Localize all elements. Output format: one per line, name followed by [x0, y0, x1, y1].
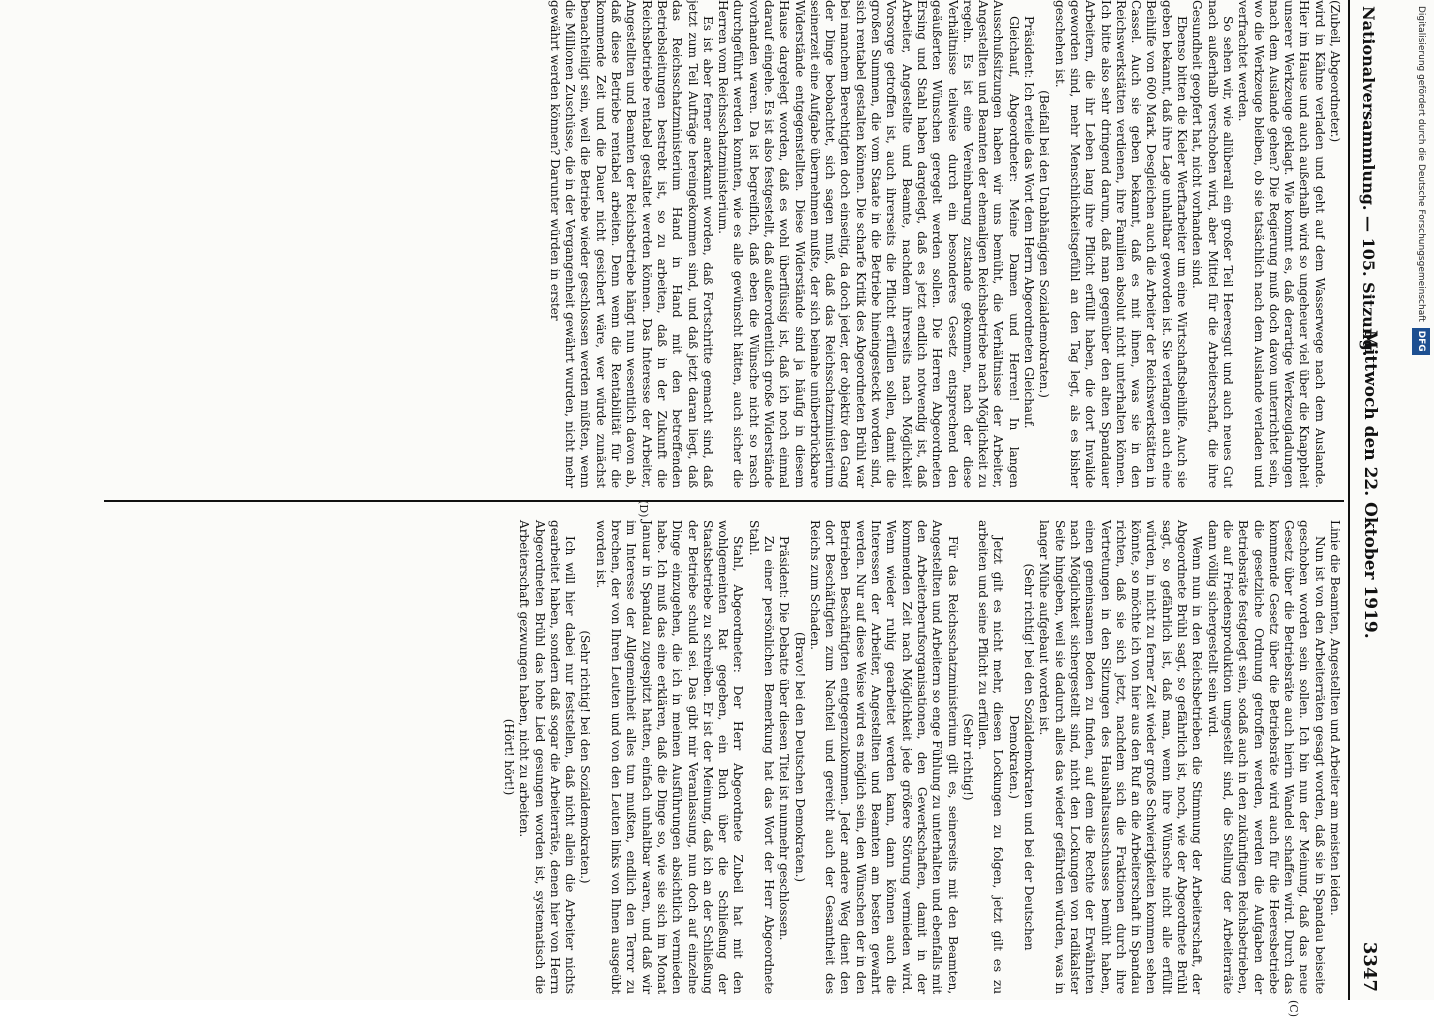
interjection: (Sehr richtig!)	[960, 713, 975, 801]
president-statement: Präsident: Die Debatte über diesen Titel ist nunmehr geschlossen.	[777, 536, 792, 941]
interjection: (Hört! hört!)	[501, 718, 516, 796]
column-rule	[104, 500, 1344, 502]
paragraph: Stahl, Abgeordneter: Der Herr Abgeordnete Zubeil hat mit den wohlgemeinten Rat gegeben, ein Buch über die Schließung der Staatsbetriebe zu schreiben. Er ist der Meinung, daß ich an der Schließung der Betriebe schuld sei. Das gibt mir Veranlassung, nun doch auf einzelne Dinge einzugehen, die ich in meinen Ausführungen absichtlich vermieden habe. Ich muß das eine erklären, daß die Dinge so, wie sie sich im Monat Januar in Spandau zugespitzt hatten, einfach unhaltbar waren, und daß wir im Interesse der Allgemeinheit alles tun mußten, endlich den Terror zu brechen, der von Ihren Leuten und von den Leuten links von Ihnen ausgeübt worden ist.	[593, 520, 746, 994]
paragraph: Linie die Beamten, Angestellten und Arbeiter am meisten leiden.	[1328, 520, 1342, 916]
paragraph: Wenn nun in den Reichsbetrieben die Stimmung der Arbeiterschaft, der Abgeordnete Brühl sagt, so gefährlich ist, noch, wie der Abgeordnete Brühl sagt, so gefährlich ist, daß man, wenn ihre Wünsche nicht alle erfüllt würden, in nicht zu ferner Zeit wieder große Schwierigkeiten kommen sehen könnte, so möchte ich von hier aus den Ruf an die Arbeiterschaft in Spandau richten, daß sie sich jetzt, nachdem sich die Fraktionen durch ihre Vertretungen in den Sitzungen des Haushaltsausschusses bemüht haben, einen gemeinsamen Boden zu finden, auf dem die Rechte der Erwähnten nach Möglichkeit sichergestellt sind, nicht den Lockungen von radikalster Seite hingeben, weil sie dadurch alles das wieder gefährden würden, was in langer Mühe aufgebaut worden ist.	[1037, 520, 1205, 994]
right-column	[112, 520, 1342, 994]
speaker-tag: (Zubeil, Abgeordneter.)	[1328, 0, 1342, 143]
president-statement: Präsident: Ich erteile das Wort dem Herrn Abgeordneten Gleichauf.	[1022, 16, 1037, 429]
paragraph: Zu einer persönlichen Bemerkung hat das Wort der Herr Abgeordnete Stahl.	[746, 520, 777, 994]
running-header	[1348, 0, 1390, 1000]
header-left: Nationalversammlung. — 105. Sitzung.	[1359, 6, 1378, 357]
paragraph: Ich will hier dabei nur feststellen, daß nicht allein die Arbeiter nichts gearbeitet haben, sondern daß sogar die Arbeiterräte, denen hier von Herrn Abgeordneten Brühl das hohe Lied gesungen worden ist, systematisch die Arbeiterschaft gezwungen haben, nicht zu arbeiten.	[517, 520, 578, 994]
paragraph: Für das Reichsschatzministerium gilt es, seinerseits mit den Beamten, Angestellten und Arbeitern so enge Fühlung zu unterhalten und ebenfalls mit den Arbeiterberufsorganisationen, den Gewerkschaften, damit in der kommenden Zeit nach Möglichkeit jede größere Störung vermieden wird. Wenn wieder ruhig gearbeitet werden kann, dann können auch die Interessen der Arbeiter, Angestellten und Beamten am besten gewahrt werden. Nur auf diese Weise wird es möglich sein, den Wünschen der in den Betrieben Beschäftigten entgegenzukommen. Jeder andere Weg dient den dort Beschäftigten zum Nachteil und gereicht auch der Gesamtheit des Reichs zum Schaden.	[807, 520, 960, 994]
paragraph: Jetzt gilt es nicht mehr, diesen Lockungen zu folgen, jetzt gilt es zu arbeiten und seine Pflicht zu erfüllen.	[976, 520, 1006, 994]
dfg-credit-text: Digitalisierung gefördert durch die Deutsche Forschungsgemeinschaft	[1416, 6, 1426, 322]
margin-marker-d: (D)	[637, 500, 650, 518]
interjection: (Sehr richtig! bei den Sozialdemokraten.)	[578, 630, 593, 884]
paragraph: Gleichauf, Abgeordneter: Meine Damen und Herren! In langen Ausschußsitzungen haben wir uns bemüht, die Verhältnisse der Arbeiter, Angestellten und Beamten der ehemaligen Reichsbetriebe nach Möglichkeit zu regeln. Es ist eine Vereinbarung zustande gekommen, nach der diese Verhältnisse teilweise durch ein besonderes Gesetz entsprechend den geäußerten Wünschen geregelt werden sollen. Die Herren Abgeordneten Ersing und Stahl haben dargelegt, daß es jetzt endlich notwendig ist, daß Arbeiter, Angestellte und Beamte, nachdem ihrerseits nach Möglichkeit Vorsorge getroffen ist, auch ihrerseits die Pflicht erfüllen sollen, damit die großen Summen, die vom Staate in die Betriebe hineingesteckt worden sind, sich rentabel gestalten können. Die scharfe Kritik des Abgeordneten Brühl war bei manchem Berechtigten doch einseitig, da doch jeder, der objektiv den Gang der Dinge beobachtet, sich sagen muß, daß das Reichsschatzministerium seinerzeit eine Aufgabe übernehmen mußte, der sich beinahe unüberbrückbare Widerstände entgegenstellten. Diese Widerstände sind ja häufig in diesem Hause dargelegt worden, daß es wohl überflüssig ist, daß ich noch einmal darauf eingehe. Es ist also festgestellt, daß außerordentlich große Widerstände vorhanden waren. Da ist begreiflich, daß eben die Wünsche nicht so rasch durchgeführt werden konnten, wie es alle gewünscht hätten, auch sicher die Herren vom Reichsschatzministerium.	[716, 0, 1021, 488]
paragraph: wird in Kähne verladen und geht auf dem Wasserwege nach dem Auslande. Hier im Hause und auch außerhalb wird so ungeheuer viel über die Knappheit unserer Werkzeuge geklagt. Wie kommt es, daß derartige Werkzeugladungen nach dem Auslande gehen? Die Regierung muß doch davon unterrichtet sein, wo die Werkzeuge bleiben, ob sie tatsächlich nach dem Auslande verladen und verfrachtet werden.	[1236, 0, 1327, 488]
paragraph: So sehen wir, wie allüberall ein großer Teil Heeresgut und auch neues Gut nach außerhalb verschoben wird, aber Mittel für die Arbeiterschaft, die ihre Gesundheit geopfert hat, nicht vorhanden sind.	[1190, 0, 1235, 488]
dfg-sidebar	[1412, 6, 1430, 996]
paragraph: Nun ist von den Arbeiterräten gesagt worden, daß sie in Spandau beiseite geschoben worden sein sollen. Ich bin nun der Meinung, daß das neue Gesetz über die Betriebsräte auch hierin Wandel schaffen wird. Durch das kommende Gesetz über die Betriebsräte wird auch für die Heeresbetriebe die gesetzliche Ordnung getroffen werden, werden die Aufgaben der Betriebsräte festgelegt sein, sodaß auch in den zukünftigen Reichsbetrieben, die auf Friedensproduktion umgestellt sind, die Stellung der Arbeiterräte dann völlig sichergestellt sein wird.	[1205, 520, 1327, 994]
dfg-logo: DFG	[1412, 328, 1430, 355]
interjection: (Beifall bei den Unabhängigen Sozialdemokraten.)	[1037, 90, 1052, 398]
paragraph: Ebenso bitten die Kieler Werftarbeiter um eine Wirtschaftsbeihilfe. Auch sie geben bekannt, daß ihre Lage unhaltbar geworden ist. Sie verlangen auch eine Beihilfe von 600 Mark. Desgleichen auch die Arbeiter der Reichswerkstätten in Cassel. Auch sie geben bekannt, daß es mit ihnen, was sie in den Reichswerkstätten verdienen, ihre Familien absolut nicht unterhalten können. Ich bitte also sehr dringend darum, daß man gegenüber den alten Spandauer Arbeitern, die ihr Leben lang ihre Pflicht erfüllt haben, die dort Invalide geworden sind, mehr Menschlichkeitsgefühl an den Tag legt, als es bisher geschehen ist.	[1052, 0, 1190, 488]
left-column	[112, 0, 1342, 488]
paragraph: Es ist aber ferner anerkannt worden, daß Fortschritte gemacht sind, daß jetzt zum Teil Aufträge hereingekommen sind, und daß jetzt daran liegt, daß das Reichsschatzministerium Hand in Hand mit den betreffenden Betriebsleitungen bestrebt ist, so zu arbeiten, daß in der Zukunft die Reichsbetriebe rentabel gestaltet werden können. Das Interesse der Arbeiter, Angestellten und Beamten der Reichsbetriebe hängt nun wesentlich davon ab, daß diese Betriebe rentabel arbeiten. Denn wenn die Rentabilität für die kommende Zeit und die Dauer nicht gesichert wäre, wer würde zunächst benachteiligt sein, weil die Betriebe wieder geschlossen werden müßten, wenn die Millionen Zuschüsse, die in der Vergangenheit gewährt wurden, nicht mehr gewährt werden können? Darunter würden in erster	[547, 0, 715, 488]
header-date: Mittwoch den 22. Oktober 1919.	[1360, 330, 1380, 639]
interjection: (Sehr richtig! bei den Sozialdemokraten und bei der Deutschen Demokraten.)	[1006, 563, 1037, 951]
interjection: (Bravo! bei den Deutschen Demokraten.)	[792, 631, 807, 883]
page-number: 3347	[1359, 941, 1380, 992]
margin-marker-c: (C)	[1287, 1000, 1300, 1017]
